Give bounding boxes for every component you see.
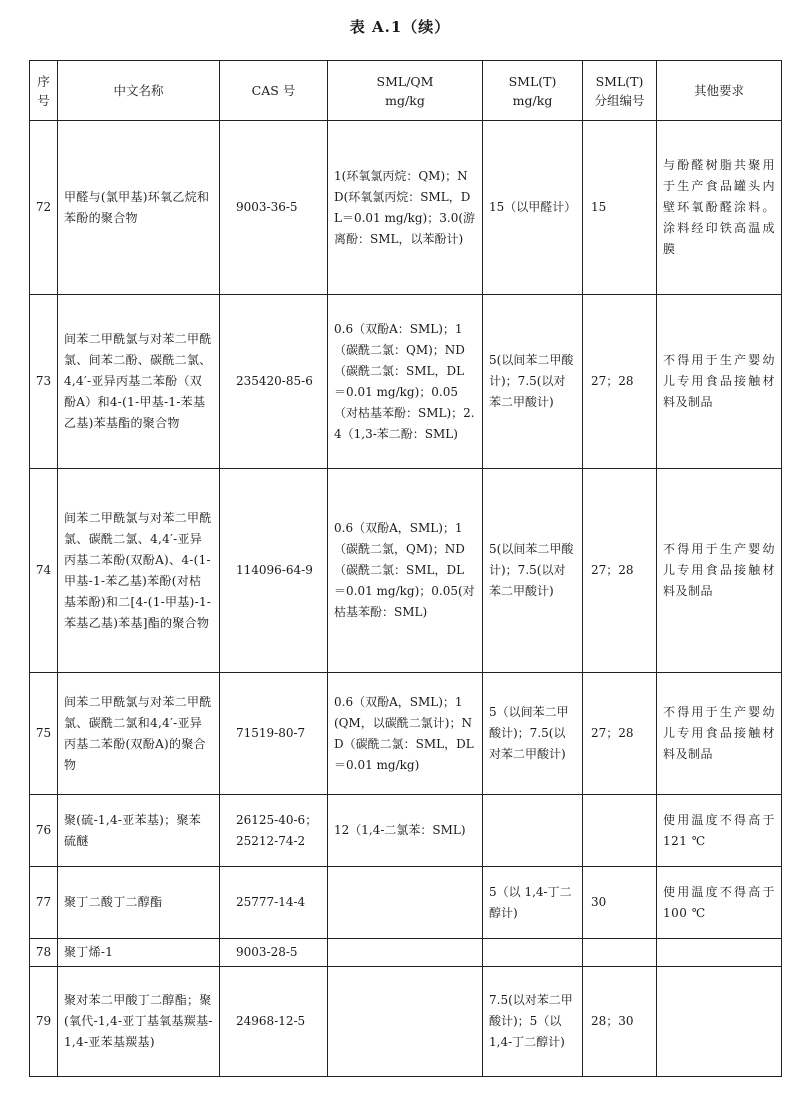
cas-number (220, 295, 328, 469)
sml-t-unit: mg/kg (512, 92, 553, 108)
sml-qm-value (328, 867, 483, 939)
cas-value: 9003-28-5 (236, 945, 298, 959)
sml-qm-value: 1(环氧氯丙烷：QM)；ND(环氧氯丙烷：SML，DL＝0.01 mg/kg)；3.0(游离酚：SML，以苯酚计) (328, 121, 483, 295)
sml-t-label: SML(T) (508, 73, 557, 89)
table-row (30, 967, 782, 1077)
cas-number (220, 867, 328, 939)
table-caption: 表 A.1（续） (349, 18, 451, 36)
row-number: 72 (30, 121, 58, 295)
cas-value: 24968-12-5 (236, 1014, 306, 1028)
cas-value: 25777-14-4 (236, 895, 306, 909)
group-number: 30 (583, 867, 657, 939)
substance-name: 聚丁烯-1 (58, 939, 220, 967)
other-requirements: 使用温度不得高于 121 ℃ (657, 795, 782, 867)
row-number: 74 (30, 469, 58, 673)
cas-value: 26125-40-6； (236, 812, 318, 827)
col-header-name: 中文名称 (58, 61, 220, 121)
cas-number (220, 673, 328, 795)
row-number: 77 (30, 867, 58, 939)
cas-value: 235420-85-6 (236, 374, 313, 388)
other-requirements (657, 967, 782, 1077)
row-number: 78 (30, 939, 58, 967)
other-requirements: 使用温度不得高于 100 ℃ (657, 867, 782, 939)
other-requirements: 不得用于生产婴幼儿专用食品接触材料及制品 (657, 469, 782, 673)
table-row (30, 295, 782, 469)
cas-number (220, 795, 328, 867)
group-number: 27；28 (583, 295, 657, 469)
cas-number (220, 939, 328, 967)
sml-t-value: 5(以间苯二甲酸计)；7.5(以对苯二甲酸计) (483, 469, 583, 673)
sml-qm-unit: mg/kg (385, 92, 425, 108)
substance-name: 聚对苯二甲酸丁二醇酯；聚(氧代-1,4-亚丁基氧基羰基-1,4-亚苯基羰基) (58, 967, 220, 1077)
sml-t-value: 5（以间苯二甲酸计)；7.5(以对苯二甲酸计) (483, 673, 583, 795)
other-requirements (657, 939, 782, 967)
cas-value: 114096-64-9 (236, 563, 313, 577)
group-number: 27；28 (583, 469, 657, 673)
row-number: 75 (30, 673, 58, 795)
substance-name: 间苯二甲酰氯与对苯二甲酰氯、碳酰二氯、4,4′-亚异丙基二苯酚(双酚A)、4-(1-甲基-1-苯乙基)苯酚(对枯基苯酚)和二[4-(1-甲基)-1-苯基乙基)苯基]酯的聚合物 (58, 469, 220, 673)
row-number: 79 (30, 967, 58, 1077)
substance-table (29, 60, 782, 1077)
cas-number (220, 121, 328, 295)
group-number: 27；28 (583, 673, 657, 795)
table-row (30, 469, 782, 673)
substance-name: 间苯二甲酰氯与对苯二甲酰氯、间苯二酚、碳酰二氯、4,4′-亚异丙基二苯酚（双酚A）和4-(1-甲基-1-苯基乙基)苯基酯的聚合物 (58, 295, 220, 469)
col-header-sml-qm (328, 61, 483, 121)
sml-qm-value: 0.6（双酚A：SML)；1（碳酰二氯：QM)；ND（碳酰二氯：SML，DL＝0.01 mg/kg)；0.05（对枯基苯酚：SML)；2.4（1,3-苯二酚：SML) (328, 295, 483, 469)
group-number (583, 939, 657, 967)
other-requirements: 不得用于生产婴幼儿专用食品接触材料及制品 (657, 295, 782, 469)
table-row (30, 795, 782, 867)
sml-t-value: 7.5(以对苯二甲酸计)；5（以 1,4-丁二醇计) (483, 967, 583, 1077)
row-number: 73 (30, 295, 58, 469)
header-row (30, 61, 782, 121)
sml-t-value: 15（以甲醛计） (483, 121, 583, 295)
group-number: 15 (583, 121, 657, 295)
table-row (30, 867, 782, 939)
sml-qm-value: 12（1,4-二氯苯：SML) (328, 795, 483, 867)
group-number: 28；30 (583, 967, 657, 1077)
substance-name: 聚丁二酸丁二醇酯 (58, 867, 220, 939)
sml-t-value (483, 795, 583, 867)
col-header-group (583, 61, 657, 121)
table-row (30, 121, 782, 295)
group-label: SML(T) (595, 73, 644, 89)
row-number: 76 (30, 795, 58, 867)
sml-t-value: 5（以 1,4-丁二醇计) (483, 867, 583, 939)
sml-qm-label: SML/QM (376, 73, 434, 89)
table-row (30, 673, 782, 795)
substance-name: 甲醛与(氯甲基)环氧乙烷和苯酚的聚合物 (58, 121, 220, 295)
sml-qm-value (328, 939, 483, 967)
sml-t-value (483, 939, 583, 967)
sml-qm-value: 0.6（双酚A，SML)；1(QM，以碳酰二氯计)；ND（碳酰二氯：SML，DL＝0.01 mg/kg) (328, 673, 483, 795)
cas-number (220, 967, 328, 1077)
sml-qm-value (328, 967, 483, 1077)
col-header-cas: CAS 号 (220, 61, 328, 121)
cas-value: 25212-74-2 (236, 833, 306, 848)
other-requirements: 与酚醛树脂共聚用于生产食品罐头内壁环氧酚醛涂料。涂料经印铁高温成膜 (657, 121, 782, 295)
other-requirements: 不得用于生产婴幼儿专用食品接触材料及制品 (657, 673, 782, 795)
sml-qm-value: 0.6（双酚A，SML)；1（碳酰二氯，QM)；ND（碳酰二氯：SML，DL＝0.01 mg/kg)；0.05(对枯基苯酚：SML) (328, 469, 483, 673)
group-sublabel: 分组编号 (594, 92, 645, 108)
substance-name: 间苯二甲酰氯与对苯二甲酰氯、碳酰二氯和4,4′-亚异丙基二苯酚(双酚A)的聚合物 (58, 673, 220, 795)
col-header-no: 序号 (30, 61, 58, 121)
sml-t-value: 5(以间苯二甲酸计)；7.5(以对苯二甲酸计) (483, 295, 583, 469)
substance-name: 聚(硫-1,4-亚苯基)；聚苯硫醚 (58, 795, 220, 867)
col-header-other: 其他要求 (657, 61, 782, 121)
table-row (30, 939, 782, 967)
cas-value: 71519-80-7 (236, 726, 306, 740)
cas-number (220, 469, 328, 673)
cas-value: 9003-36-5 (236, 200, 298, 214)
col-header-sml-t (483, 61, 583, 121)
group-number (583, 795, 657, 867)
